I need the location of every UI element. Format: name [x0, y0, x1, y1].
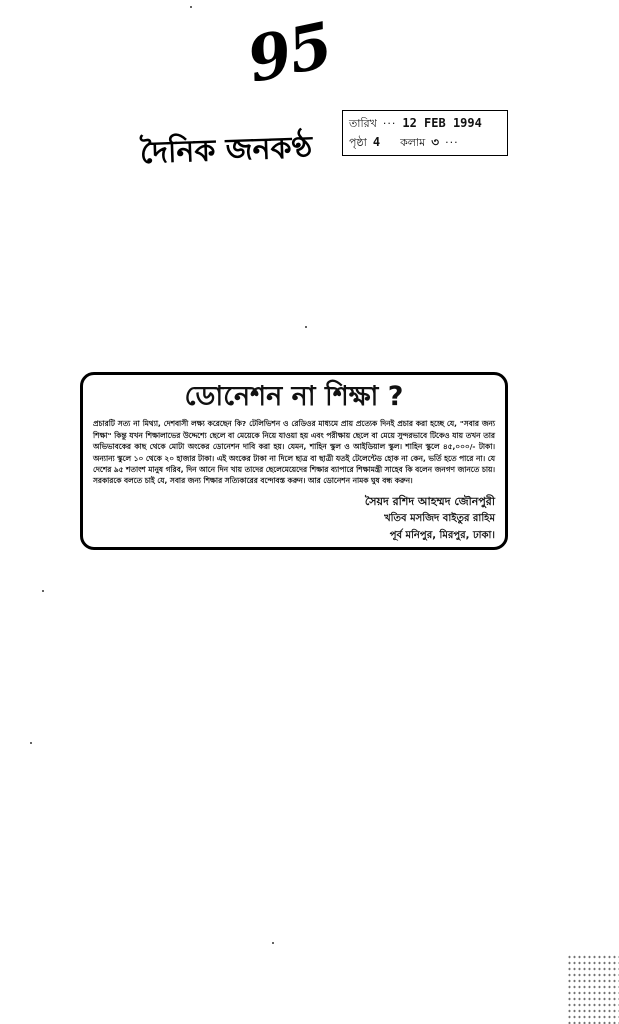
page-number: 95: [241, 8, 337, 97]
author-title: খতিব মসজিদ বাইতুর রাহিম: [384, 513, 495, 525]
date-stamp: [342, 110, 508, 156]
speck: [272, 942, 274, 944]
stamp-page-label: পৃষ্ঠা: [349, 136, 367, 150]
stamp-dots-end: ···: [445, 136, 459, 150]
stamp-column-label: কলাম: [400, 136, 426, 150]
speck: [190, 6, 192, 8]
article-title: ডোনেশন না শিক্ষা ?: [184, 381, 404, 412]
stamp-date-row: [349, 114, 501, 133]
speck: [30, 742, 32, 744]
author-name: সৈয়দ রশিদ আহম্মদ জৌনপুরী: [364, 494, 495, 508]
speck: [305, 326, 307, 328]
article-body: প্রচারটি সত্য না মিথ্যা, দেশবাসী লক্ষ্য করেছেন কি? টেলিভিশন ও রেডিওর মাধ্যমে প্রায় প্রত্যেক দিনই প্রচার করা হচ্ছে যে, "সবার জন্য শিক্ষা" কিন্তু যখন শিক্ষালাভের উদ্দেশ্যে ছেলে বা মেয়েকে নিয়ে যাওয়া হয় এবং পরীক্ষায় ছেলে বা মেয়ে সুন্দরভাবে টিকেও যায় তখন তার অভিভাবকের কাছ থেকে মোটা অংকের ডোনেশন দাবি করা হয়। যেমন, শাহিন স্কুল ও আইডিয়াল স্কুল। শাহিন স্কুলে ৪৫,০০০/- টাকা। অন্যান্য স্কুলে ১০ থেকে ২০ হাজার টাকা। এই অংকের টাকা না দিলে ছাত্র বা ছাত্রী যতই টেলেন্টেড হোক না কেন, ভর্তি হতে পারে না। যে দেশের ৯৫ শতাংশ মানুষ গরিব, দিন আনে দিন খায় তাদের ছেলেমেয়েদের শিক্ষার ব্যাপারে শিক্ষামন্ত্রী সাহেব কি বলেন জনগণ জানতে চায়। সরকারকে বলতে চাই যে, সবার জন্য শিক্ষার সত্যিকারের বন্দোবস্ত করুন। আর ডোনেশন নামক ঘুষ বন্ধ করুন।: [93, 419, 495, 486]
article-clipping: [80, 372, 508, 550]
stamp-page-value: 4: [372, 135, 381, 150]
stamp-date-value: 12 FEB 1994: [402, 116, 482, 130]
stamp-dots: ···: [382, 117, 397, 130]
scan-noise: [567, 954, 619, 1024]
stamp-column-value: ৩: [431, 135, 440, 150]
speck: [42, 590, 44, 592]
stamp-date-label: তারিখ: [349, 117, 377, 130]
stamp-page-row: [349, 133, 501, 152]
newspaper-name: দৈনিক জনকণ্ঠ: [139, 130, 313, 171]
article-signature: [93, 493, 495, 544]
author-address: পূর্ব মনিপুর, মিরপুর, ঢাকা।: [389, 529, 495, 541]
